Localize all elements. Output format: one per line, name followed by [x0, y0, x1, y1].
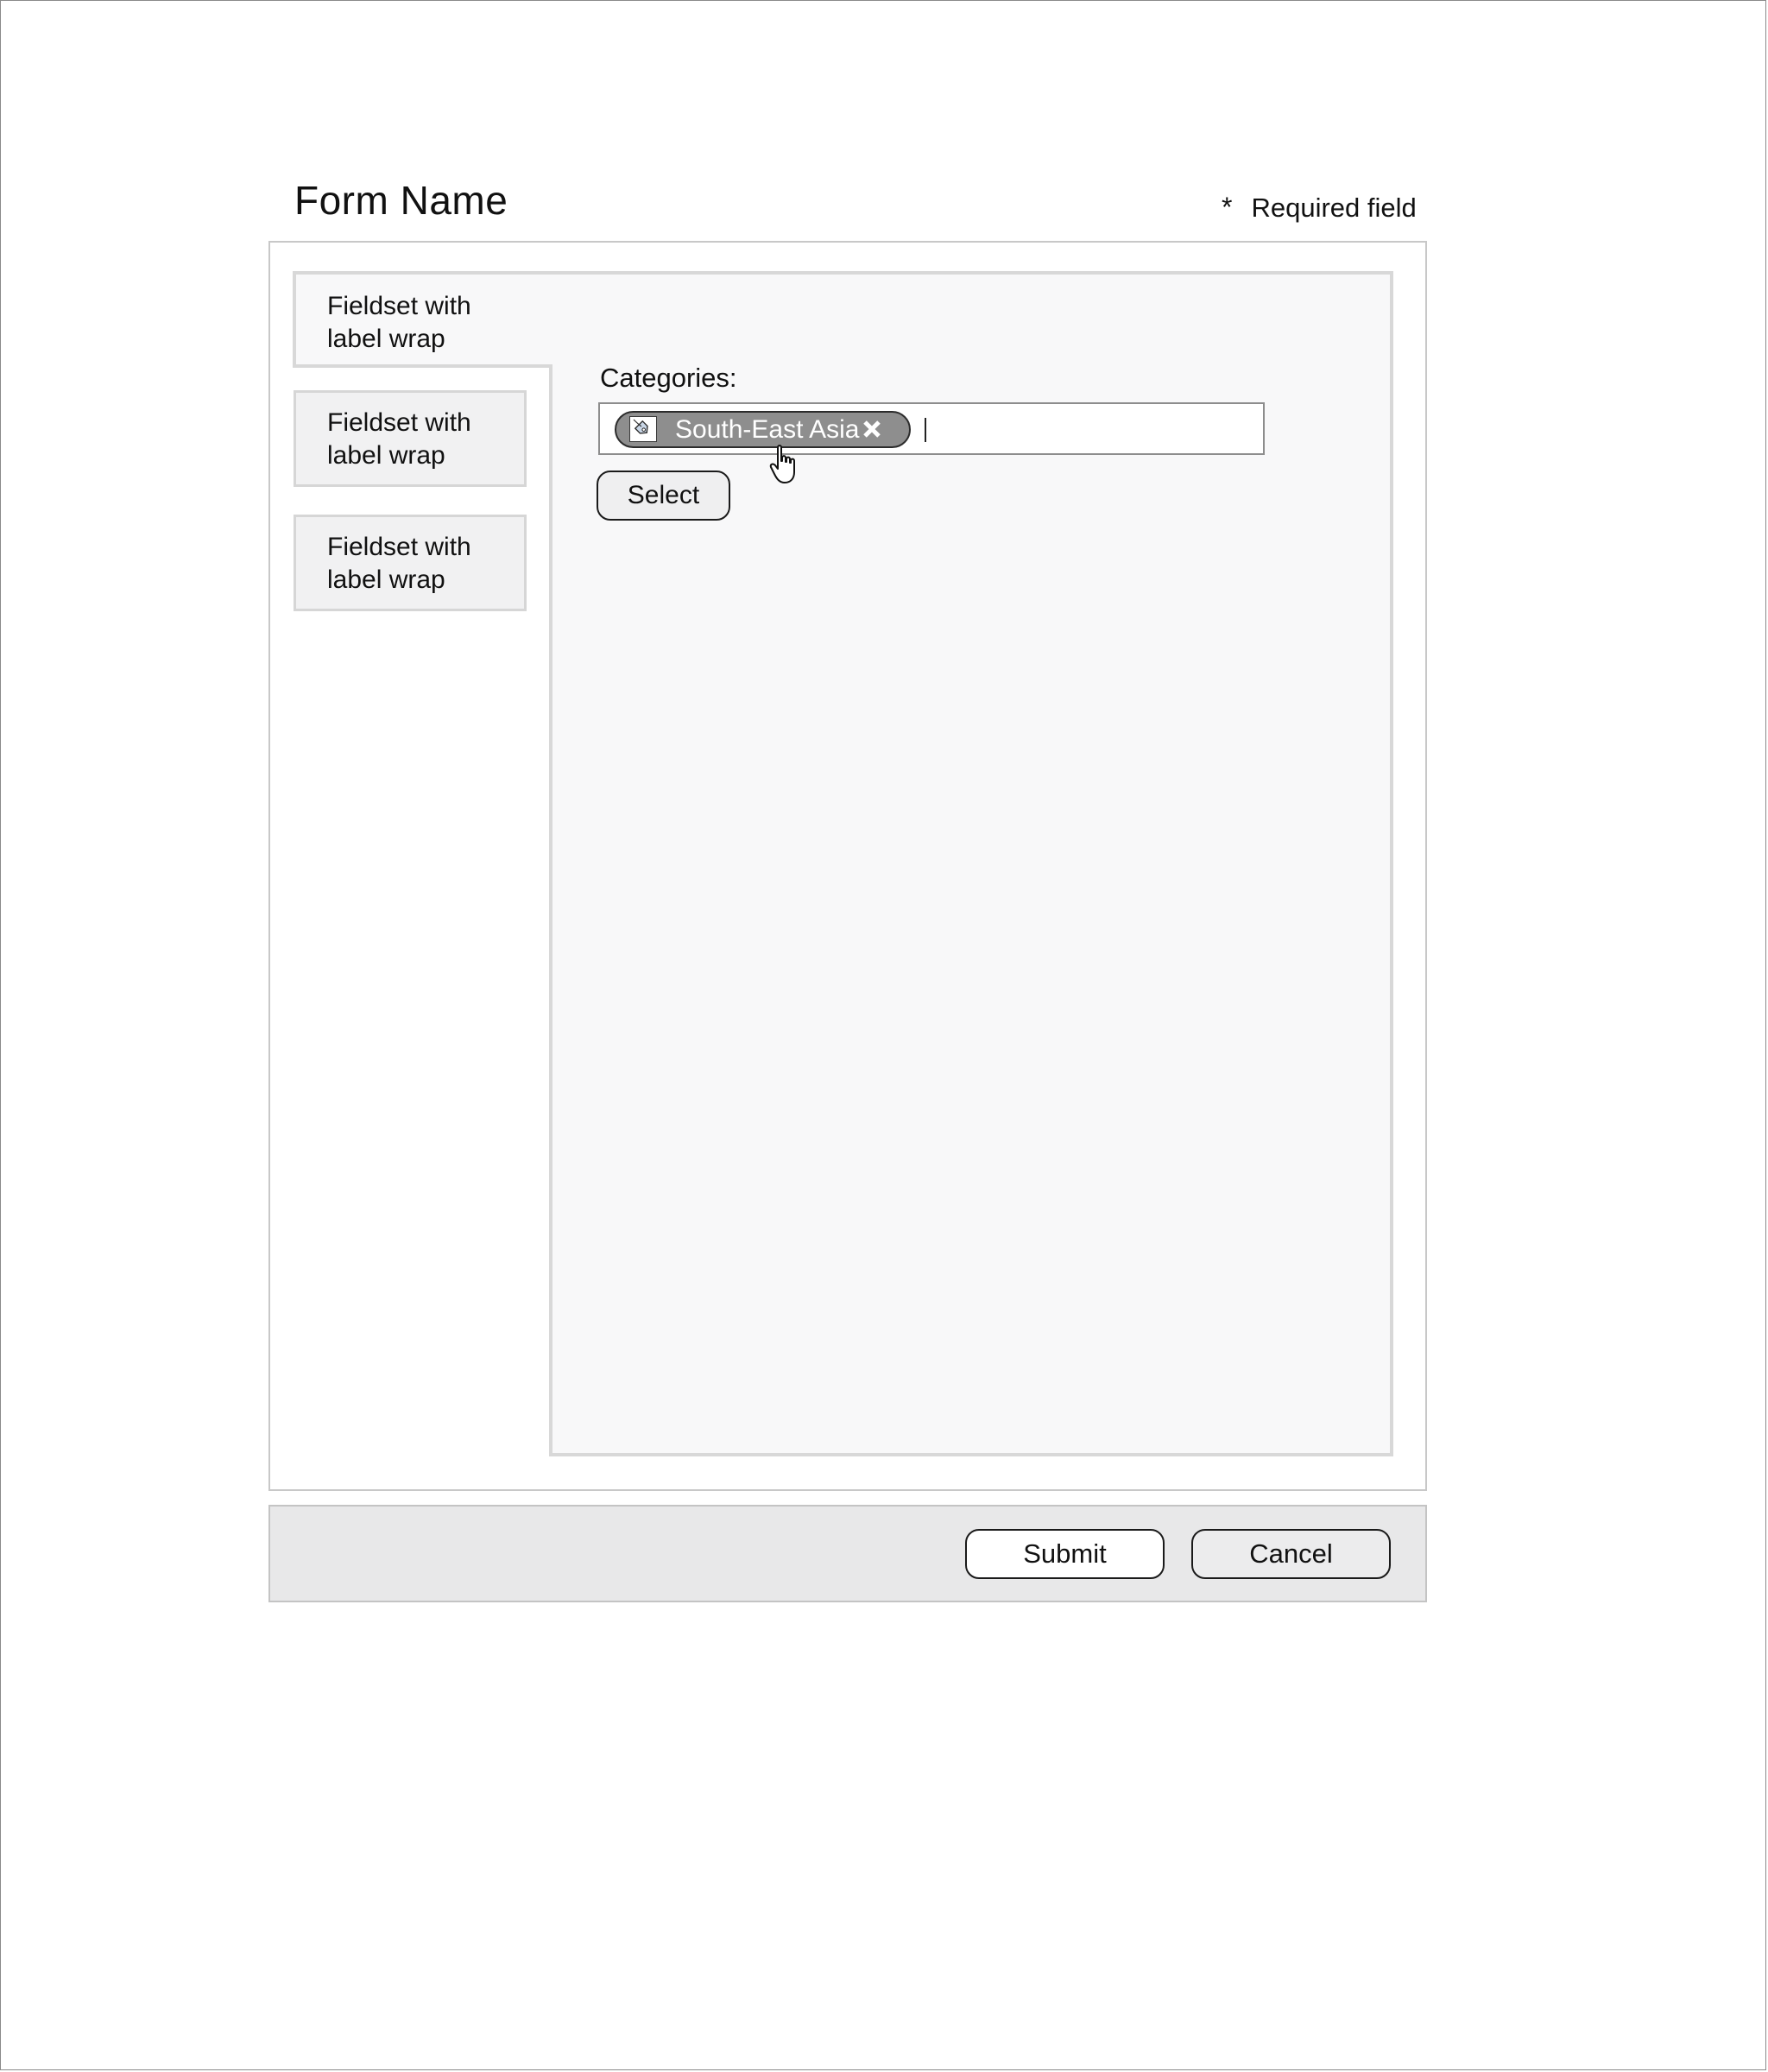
required-field-note	[1222, 188, 1417, 227]
required-field-label: Required field	[1251, 193, 1417, 223]
hand-pointer-cursor-icon	[768, 444, 803, 485]
form-title: Form Name	[294, 178, 508, 223]
tab-label: Fieldset with label wrap	[327, 408, 471, 470]
categories-label: Categories:	[600, 363, 737, 393]
category-chip[interactable]	[615, 411, 911, 448]
tag-icon	[629, 416, 657, 442]
cancel-button[interactable]: Cancel	[1191, 1529, 1391, 1579]
tab-label: Fieldset with label wrap	[327, 292, 471, 353]
category-chip-label: South-East Asia	[675, 415, 860, 444]
categories-tag-input[interactable]	[598, 402, 1265, 455]
tab-fieldset-3[interactable]	[294, 515, 527, 611]
remove-x-icon[interactable]	[861, 418, 883, 440]
tab-fieldset-1[interactable]	[293, 271, 552, 368]
tab-fieldset-2[interactable]	[294, 390, 527, 487]
submit-button[interactable]: Submit	[965, 1529, 1165, 1579]
text-caret	[925, 418, 926, 442]
tab-label: Fieldset with label wrap	[327, 533, 471, 594]
required-asterisk: *	[1222, 192, 1233, 223]
select-button[interactable]: Select	[597, 471, 730, 521]
